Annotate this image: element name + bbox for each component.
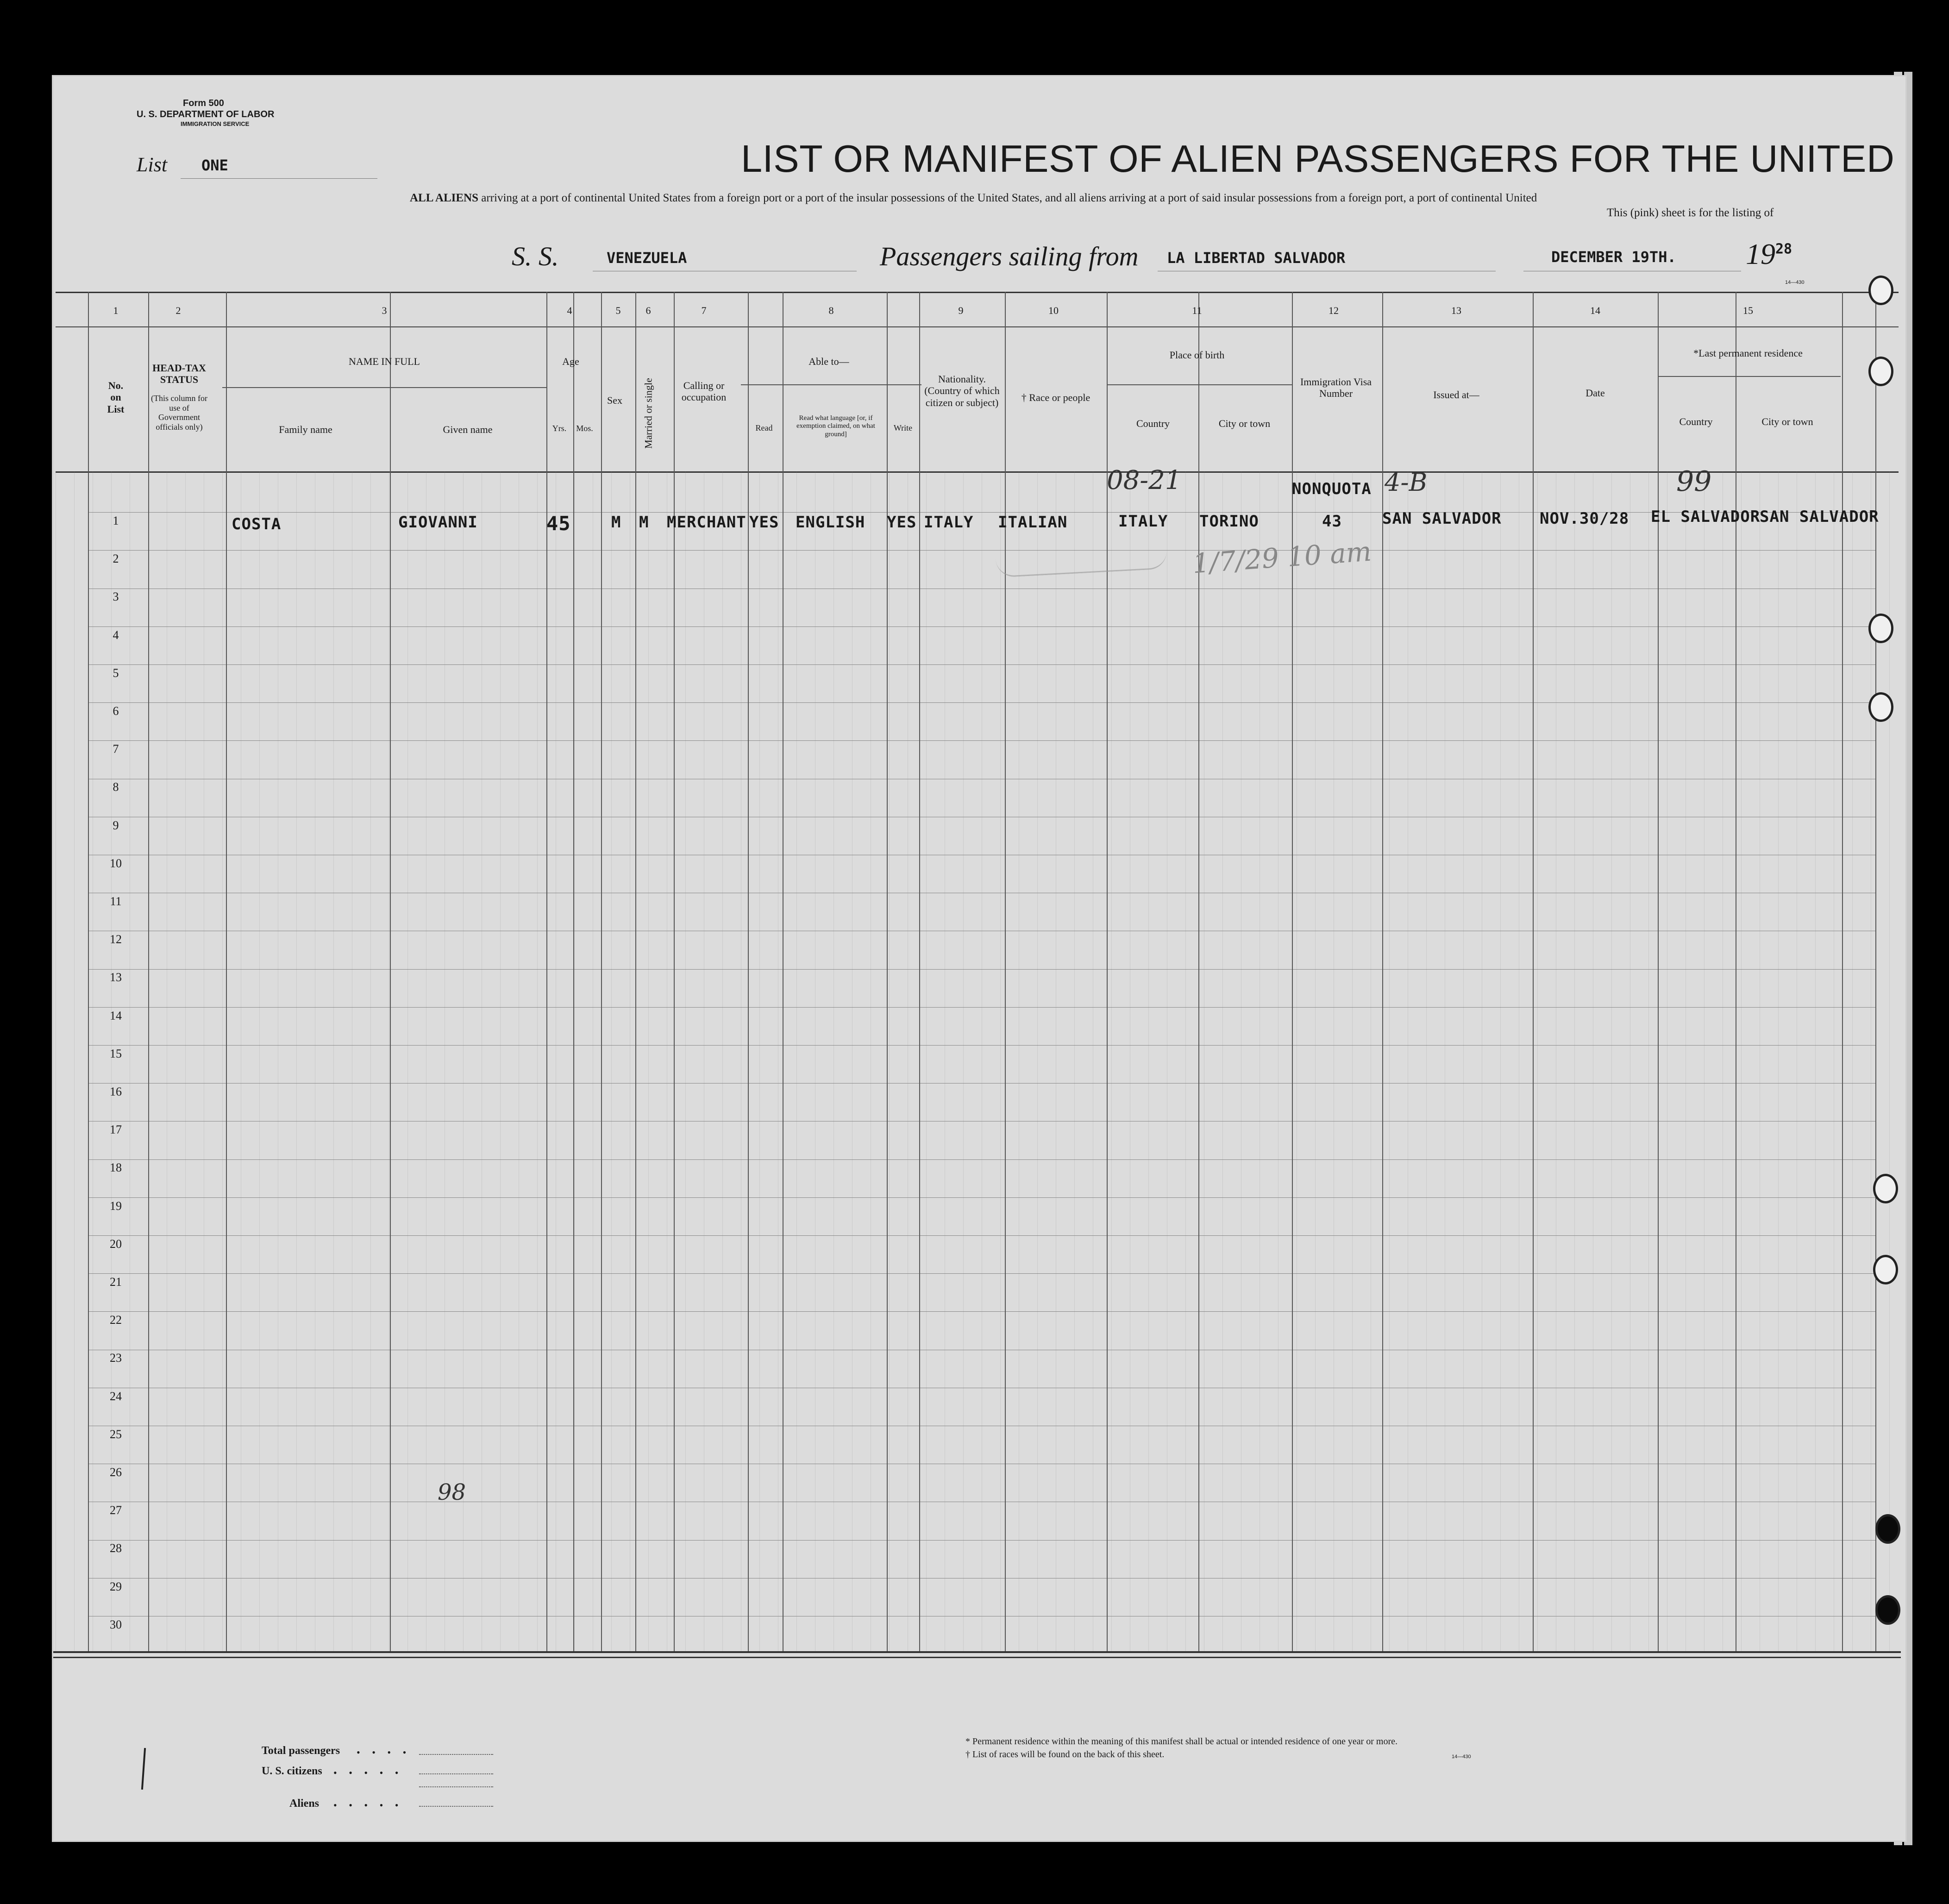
birth-city: TORINO [1199,512,1259,531]
binder-hole [1875,1514,1900,1544]
binder-hole [1868,276,1893,305]
row-number: 26 [110,1466,122,1479]
row-number: 15 [110,1047,122,1060]
page-annotation: 98 [438,1479,466,1505]
row-number: 24 [110,1390,122,1403]
hdr-birth-country: Country [1136,418,1170,429]
hdr-res-country: Country [1679,416,1713,427]
race: ITALIAN [998,513,1068,532]
row-number: 25 [110,1428,122,1441]
col-num-4: 4 [567,305,572,316]
ship-name: VENEZUELA [607,249,687,267]
list-value: ONE [201,157,228,174]
hdr-read: Read [755,423,773,432]
col-num-5: 5 [615,305,621,316]
hdr-date: Date [1586,387,1605,399]
binder-hole [1873,1255,1898,1284]
row-number: 18 [110,1161,122,1174]
hdr-write: Write [893,423,913,432]
col-num-11: 11 [1192,305,1202,316]
row-number: 22 [110,1313,122,1327]
occupation: MERCHANT [667,513,746,532]
sex: M [611,513,621,532]
hdr-family-name: Family name [279,424,332,435]
hdr-married: Married or single [642,378,654,449]
hdr-calling: Calling or occupation [681,380,727,403]
row-number: 8 [113,780,119,794]
hdr-given-name: Given name [443,424,493,435]
col-num-12: 12 [1329,305,1339,316]
col-num-13: 13 [1451,305,1461,316]
hdr-last-residence: *Last permanent residence [1693,347,1803,359]
total-passengers-label: Total passengers [262,1745,340,1757]
row-number: 7 [113,742,119,756]
family-name: COSTA [232,515,282,533]
hdr-res-city: City or town [1761,416,1813,427]
row-number: 3 [113,590,119,603]
col-num-15: 15 [1743,305,1753,316]
hdr-race: † Race or people [1021,392,1090,403]
hdr-head-tax: HEAD-TAX STATUS [152,362,206,386]
binder-hole [1875,1595,1900,1625]
can-write: YES [887,513,917,532]
hdr-sex: Sex [607,395,622,406]
row-number: 5 [113,666,119,680]
ss-label: S. S. [512,241,559,271]
row-number: 6 [113,704,119,718]
hdr-head-tax-note: (This column for use of Government officials only) [151,394,207,432]
row-number: 13 [110,971,122,984]
footnote-races: † List of races will be found on the back of this sheet. [965,1749,1165,1760]
row-number: 12 [110,933,122,946]
row-number: 23 [110,1351,122,1365]
binder-hole [1868,357,1893,386]
hdr-age: Age [562,356,579,367]
sailing-label: Passengers sailing from [880,241,1139,271]
col-num-14: 14 [1590,305,1600,316]
binder-hole [1868,692,1893,722]
hdr-yrs: Yrs. [552,424,567,433]
col-num-2: 2 [175,305,181,316]
col-num-1: 1 [113,305,119,316]
visa-number: 43 [1322,512,1342,531]
us-citizens-label: U. S. citizens [262,1765,322,1777]
port-of-departure: LA LIBERTAD SALVADOR [1167,249,1346,267]
col-num-6: 6 [645,305,651,316]
subtitle: ALL ALIENS arriving at a port of continental United States from a foreign port or a port of the insular possessions of the United States, and all aliens arriving at a port of said insular possessions from a foreign port, a port of continental United [410,192,1537,204]
col-num-3: 3 [382,305,387,316]
subtitle-line2: This (pink) sheet is for the listing of [1607,207,1774,219]
row-number: 19 [110,1199,122,1213]
visa-issued-at: SAN SALVADOR [1382,509,1502,528]
read-language: ENGLISH [796,513,865,532]
footnote-residence: * Permanent residence within the meaning of this manifest shall be actual or intended residence of one year or more. [965,1736,1398,1747]
sailing-date: DECEMBER 19TH. [1551,248,1676,266]
row-number: 20 [110,1237,122,1251]
hdr-mos: Mos. [576,424,593,433]
hdr-able-to: Able to— [808,356,849,367]
visa-type: NONQUOTA [1292,480,1372,498]
row-number: 16 [110,1085,122,1098]
birth-country: ITALY [1118,512,1168,531]
stamp-annotation: 1/7/29 10 am [1191,535,1372,580]
hdr-birth-city: City or town [1218,418,1271,429]
hdr-place-of-birth: Place of birth [1169,349,1225,361]
row-number: 17 [110,1123,122,1136]
service: IMMIGRATION SERVICE [181,120,250,127]
age-years: 45 [546,512,571,535]
row-number: 2 [113,552,119,565]
col-num-10: 10 [1048,305,1059,316]
row-number: 10 [110,857,122,870]
col-num-9: 9 [958,305,964,316]
footer-code: 14—430 [1452,1754,1471,1760]
binder-hole [1873,1174,1898,1203]
hdr-no-on-list: No. on List [107,380,125,415]
hdr-name-in-full: NAME IN FULL [349,356,420,367]
hdr-visa-number: Immigration Visa Number [1300,376,1372,400]
row-number: 1 [113,514,119,527]
binder-hole [1868,614,1893,643]
hdr-issued-at: Issued at— [1433,389,1479,401]
residence-city: SAN SALVADOR [1760,507,1879,526]
row-number: 28 [110,1541,122,1555]
row-number: 21 [110,1275,122,1289]
residence-country: EL SALVADOR [1651,507,1761,526]
hdr-read-language: Read what language [or, if exemption claimed, on what ground] [796,414,875,438]
department: U. S. DEPARTMENT OF LABOR [137,109,275,119]
visa-annotation: 4-B [1385,468,1428,497]
row-number: 30 [110,1618,122,1631]
hdr-nationality: Nationality. (Country of which citizen or subject) [924,373,1000,408]
year: $19^{28}$ [1746,238,1792,270]
birth-annotation: 08-21 [1107,465,1182,495]
marital-status: M [639,513,649,532]
can-read: YES [749,513,779,532]
manifest-title: LIST OR MANIFEST OF ALIEN PASSENGERS FOR THE UNITED [741,137,1895,180]
given-name: GIOVANNI [398,513,478,532]
row-number: 11 [110,895,122,908]
corner-code: 14—430 [1785,280,1805,285]
aliens-label: Aliens [289,1798,320,1810]
col-num-7: 7 [701,305,707,316]
form-number: Form 500 [183,98,224,108]
row-number: 29 [110,1580,122,1593]
row-number: 4 [113,628,119,642]
row-number: 27 [110,1503,122,1517]
nationality: ITALY [924,513,974,532]
list-label: List [137,153,168,176]
row-number: 9 [113,819,119,832]
manifest-sheet [53,76,1905,1841]
row-number: 14 [110,1009,122,1022]
residence-annotation: 99 [1676,465,1712,498]
visa-date: NOV.30/28 [1540,509,1629,528]
col-num-8: 8 [828,305,834,316]
